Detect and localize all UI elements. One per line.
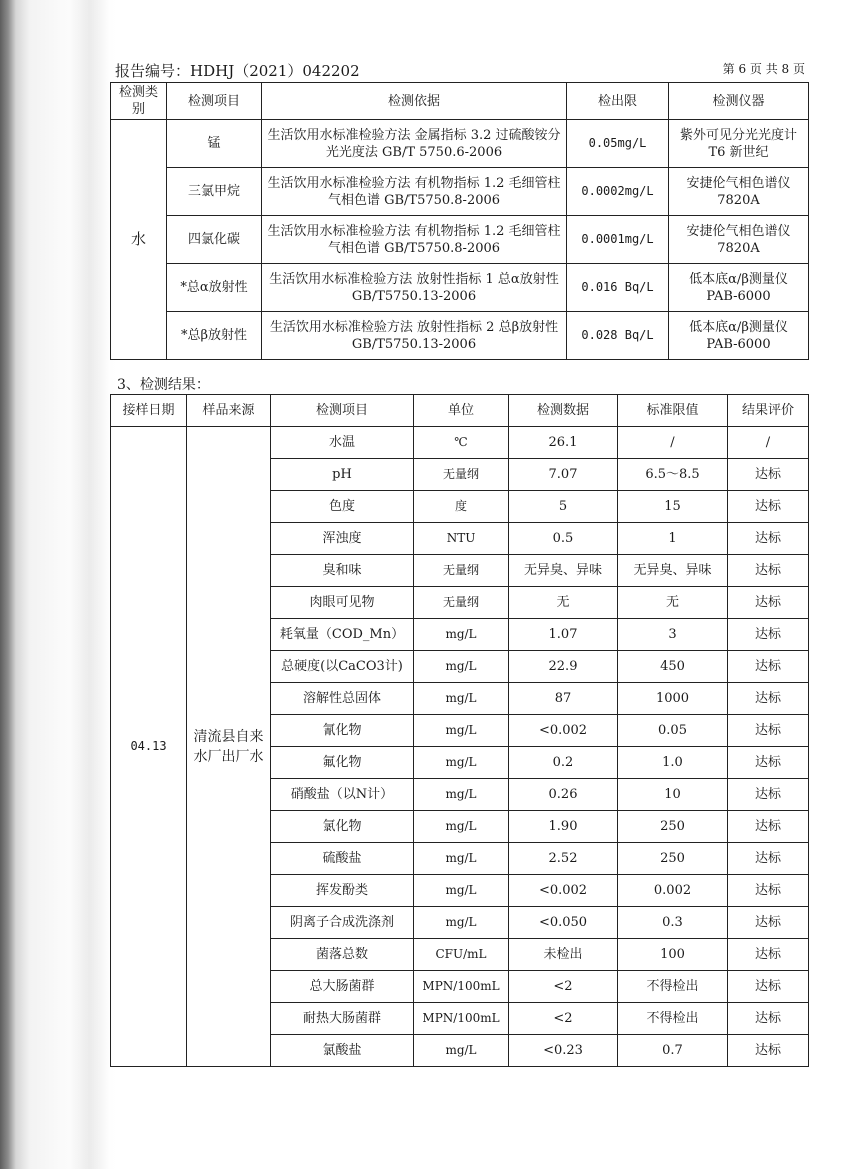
header-standard: 标准限值 (618, 395, 728, 427)
standard-cell: 不得检出 (618, 971, 728, 1003)
standard-cell: 6.5～8.5 (618, 459, 728, 491)
unit-cell: mg/L (414, 747, 509, 779)
instrument-cell: 低本底α/β测量仪 PAB-6000 (669, 312, 809, 360)
unit-cell: mg/L (414, 843, 509, 875)
result-cell: 达标 (728, 555, 809, 587)
sample-source-cell: 清流县自来水厂出厂水 (187, 427, 271, 1067)
result-cell: 达标 (728, 523, 809, 555)
methods-header-row (111, 83, 809, 120)
value-cell: 7.07 (509, 459, 618, 491)
item-cell: 硫酸盐 (271, 843, 414, 875)
page-spine-shadow (70, 0, 110, 1169)
item-cell: 四氯化碳 (167, 216, 262, 264)
value-cell: 2.52 (509, 843, 618, 875)
item-cell: 菌落总数 (271, 939, 414, 971)
instrument-cell: 低本底α/β测量仪 PAB-6000 (669, 264, 809, 312)
item-cell: 臭和味 (271, 555, 414, 587)
result-cell: 达标 (728, 683, 809, 715)
item-cell: 溶解性总固体 (271, 683, 414, 715)
standard-cell: 1000 (618, 683, 728, 715)
unit-cell: ℃ (414, 427, 509, 459)
value-cell: 无 (509, 587, 618, 619)
results-header-row (111, 395, 809, 427)
result-cell: 达标 (728, 715, 809, 747)
standard-cell: 250 (618, 843, 728, 875)
header-category: 检测类别 (111, 83, 167, 120)
unit-cell: 无量纲 (414, 555, 509, 587)
limit-cell: 0.016 Bq/L (567, 264, 669, 312)
item-cell: 氯化物 (271, 811, 414, 843)
result-cell: 达标 (728, 747, 809, 779)
report-number: 报告编号：HDHJ（2021）042202 (115, 62, 360, 80)
value-cell: 未检出 (509, 939, 618, 971)
results-row (111, 427, 809, 459)
unit-cell: NTU (414, 523, 509, 555)
standard-cell: 10 (618, 779, 728, 811)
unit-cell: 无量纲 (414, 459, 509, 491)
limit-cell: 0.0002mg/L (567, 168, 669, 216)
unit-cell: mg/L (414, 1035, 509, 1067)
result-cell: 达标 (728, 1035, 809, 1067)
result-cell: 达标 (728, 459, 809, 491)
value-cell: <0.002 (509, 715, 618, 747)
result-cell: 达标 (728, 587, 809, 619)
result-cell: 达标 (728, 811, 809, 843)
result-cell: 达标 (728, 907, 809, 939)
item-cell: 阴离子合成洗涤剂 (271, 907, 414, 939)
sample-date-cell: 04.13 (111, 427, 187, 1067)
unit-cell: mg/L (414, 683, 509, 715)
header-result: 结果评价 (728, 395, 809, 427)
standard-cell: 0.7 (618, 1035, 728, 1067)
instrument-cell: 安捷伦气相色谱仪 7820A (669, 216, 809, 264)
standard-cell: 0.3 (618, 907, 728, 939)
unit-cell: MPN/100mL (414, 1003, 509, 1035)
value-cell: 0.5 (509, 523, 618, 555)
unit-cell: mg/L (414, 619, 509, 651)
item-cell: 氯酸盐 (271, 1035, 414, 1067)
header-item: 检测项目 (167, 83, 262, 120)
item-cell: *总β放射性 (167, 312, 262, 360)
item-cell: pH (271, 459, 414, 491)
basis-cell: 生活饮用水标准检验方法 有机物指标 1.2 毛细管柱气相色谱 GB/T5750.8-2006 (262, 168, 567, 216)
standard-cell: 250 (618, 811, 728, 843)
value-cell: 87 (509, 683, 618, 715)
standard-cell: 15 (618, 491, 728, 523)
item-cell: 总硬度(以CaCO3计) (271, 651, 414, 683)
methods-row (111, 168, 809, 216)
result-cell: 达标 (728, 651, 809, 683)
limit-cell: 0.0001mg/L (567, 216, 669, 264)
header-date: 接样日期 (111, 395, 187, 427)
header-basis: 检测依据 (262, 83, 567, 120)
methods-row (111, 312, 809, 360)
item-cell: 氰化物 (271, 715, 414, 747)
methods-row (111, 264, 809, 312)
value-cell: 0.26 (509, 779, 618, 811)
basis-cell: 生活饮用水标准检验方法 金属指标 3.2 过硫酸铵分光光度法 GB/T 5750.6-2006 (262, 120, 567, 168)
instrument-cell: 紫外可见分光光度计 T6 新世纪 (669, 120, 809, 168)
category-cell: 水 (111, 120, 167, 360)
value-cell: 1.90 (509, 811, 618, 843)
limit-cell: 0.028 Bq/L (567, 312, 669, 360)
report-header (115, 60, 805, 82)
standard-cell: 3 (618, 619, 728, 651)
basis-cell: 生活饮用水标准检验方法 放射性指标 2 总β放射性 GB/T5750.13-2006 (262, 312, 567, 360)
page-number: 第 6 页 共 8 页 (722, 62, 805, 76)
methods-row (111, 120, 809, 168)
unit-cell: mg/L (414, 875, 509, 907)
item-cell: 色度 (271, 491, 414, 523)
item-cell: 耗氧量（COD_Mn） (271, 619, 414, 651)
result-cell: 达标 (728, 779, 809, 811)
results-table (110, 394, 809, 1067)
standard-cell: 0.002 (618, 875, 728, 907)
header-instrument: 检测仪器 (669, 83, 809, 120)
standard-cell: 0.05 (618, 715, 728, 747)
value-cell: <0.002 (509, 875, 618, 907)
item-cell: 三氯甲烷 (167, 168, 262, 216)
basis-cell: 生活饮用水标准检验方法 有机物指标 1.2 毛细管柱气相色谱 GB/T5750.8-2006 (262, 216, 567, 264)
item-cell: 耐热大肠菌群 (271, 1003, 414, 1035)
item-cell: 挥发酚类 (271, 875, 414, 907)
unit-cell: mg/L (414, 779, 509, 811)
methods-row (111, 216, 809, 264)
item-cell: 氟化物 (271, 747, 414, 779)
unit-cell: mg/L (414, 715, 509, 747)
standard-cell: 无异臭、异味 (618, 555, 728, 587)
result-cell: / (728, 427, 809, 459)
item-cell: 肉眼可见物 (271, 587, 414, 619)
result-cell: 达标 (728, 491, 809, 523)
header-value: 检测数据 (509, 395, 618, 427)
standard-cell: 不得检出 (618, 1003, 728, 1035)
value-cell: <0.23 (509, 1035, 618, 1067)
result-cell: 达标 (728, 1003, 809, 1035)
basis-cell: 生活饮用水标准检验方法 放射性指标 1 总α放射性 GB/T5750.13-2006 (262, 264, 567, 312)
standard-cell: 100 (618, 939, 728, 971)
unit-cell: mg/L (414, 651, 509, 683)
unit-cell: 无量纲 (414, 587, 509, 619)
item-cell: 浑浊度 (271, 523, 414, 555)
value-cell: 1.07 (509, 619, 618, 651)
standard-cell: 1 (618, 523, 728, 555)
value-cell: <2 (509, 971, 618, 1003)
unit-cell: MPN/100mL (414, 971, 509, 1003)
unit-cell: mg/L (414, 907, 509, 939)
header-unit: 单位 (414, 395, 509, 427)
standard-cell: / (618, 427, 728, 459)
value-cell: <2 (509, 1003, 618, 1035)
result-cell: 达标 (728, 971, 809, 1003)
instrument-cell: 安捷伦气相色谱仪 7820A (669, 168, 809, 216)
item-cell: 硝酸盐（以N计） (271, 779, 414, 811)
item-cell: 水温 (271, 427, 414, 459)
unit-cell: 度 (414, 491, 509, 523)
limit-cell: 0.05mg/L (567, 120, 669, 168)
result-cell: 达标 (728, 619, 809, 651)
unit-cell: mg/L (414, 811, 509, 843)
item-cell: *总α放射性 (167, 264, 262, 312)
value-cell: 无异臭、异味 (509, 555, 618, 587)
results-section-title: 3、检测结果： (117, 377, 210, 393)
value-cell: 26.1 (509, 427, 618, 459)
unit-cell: CFU/mL (414, 939, 509, 971)
header-source: 样品来源 (187, 395, 271, 427)
value-cell: 0.2 (509, 747, 618, 779)
result-cell: 达标 (728, 843, 809, 875)
value-cell: <0.050 (509, 907, 618, 939)
item-cell: 锰 (167, 120, 262, 168)
header-limit: 检出限 (567, 83, 669, 120)
header-item: 检测项目 (271, 395, 414, 427)
result-cell: 达标 (728, 875, 809, 907)
value-cell: 22.9 (509, 651, 618, 683)
value-cell: 5 (509, 491, 618, 523)
item-cell: 总大肠菌群 (271, 971, 414, 1003)
standard-cell: 1.0 (618, 747, 728, 779)
standard-cell: 无 (618, 587, 728, 619)
standard-cell: 450 (618, 651, 728, 683)
methods-table (110, 82, 809, 360)
result-cell: 达标 (728, 939, 809, 971)
